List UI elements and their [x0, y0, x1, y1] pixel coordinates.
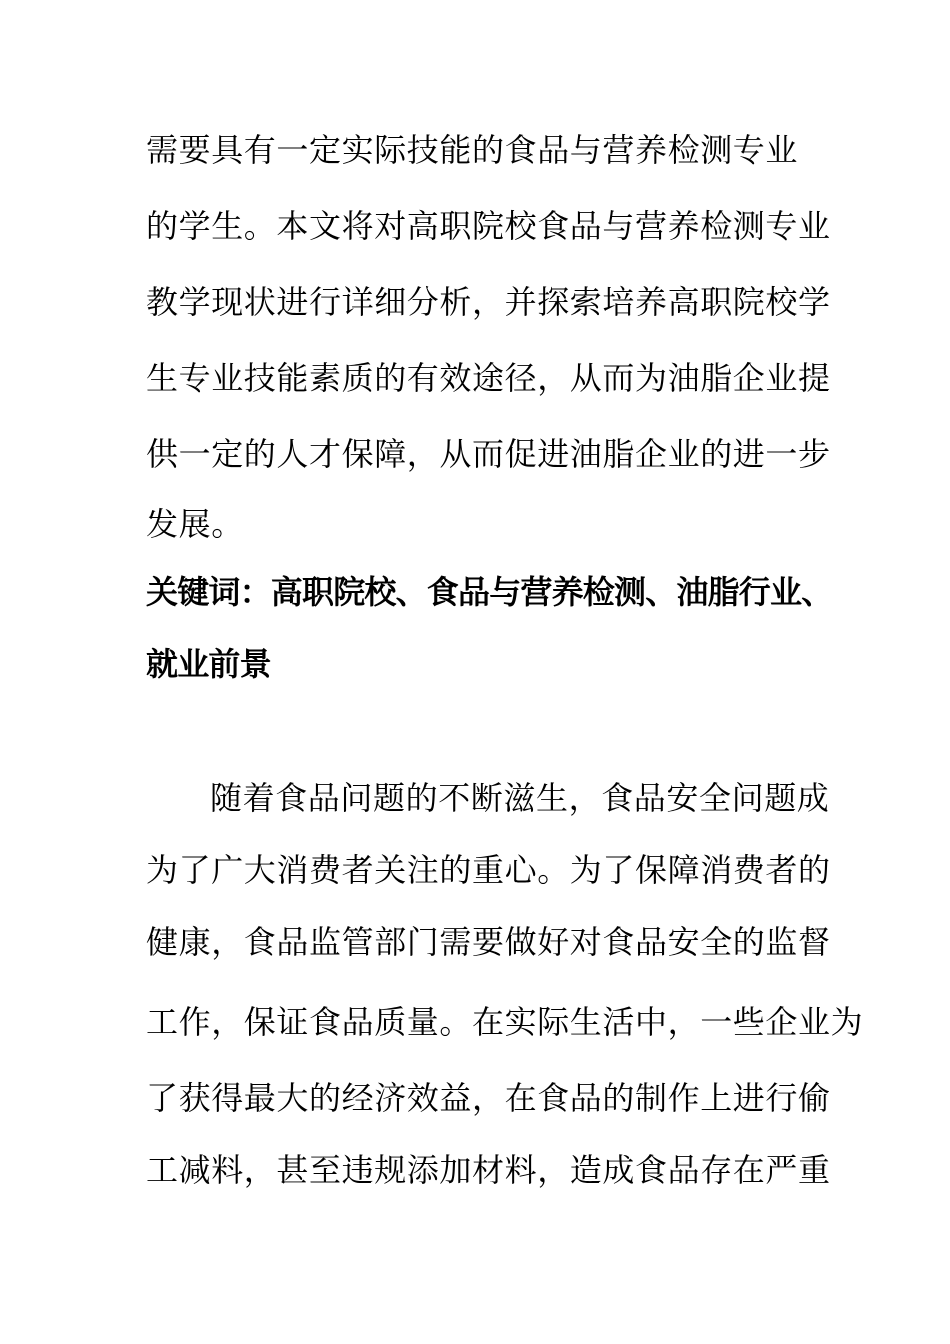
body-line: 工作，保证食品质量。在实际生活中，一些企业为 [146, 1003, 864, 1041]
abstract-line: 供一定的人才保障，从而促进油脂企业的进一步 [146, 435, 831, 473]
abstract-line: 教学现状进行详细分析，并探索培养高职院校学 [146, 283, 831, 321]
abstract-line: 的学生。本文将对高职院校食品与营养检测专业 [146, 207, 831, 245]
abstract-line: 发展。 [146, 505, 244, 543]
body-line: 了获得最大的经济效益，在食品的制作上进行偷 [146, 1079, 831, 1117]
keywords-line: 就业前景 [146, 645, 271, 683]
body-line: 工减料，甚至违规添加材料，造成食品存在严重 [146, 1151, 831, 1189]
body-line: 为了广大消费者关注的重心。为了保障消费者的 [146, 851, 831, 889]
abstract-line: 需要具有一定实际技能的食品与营养检测专业 [146, 131, 799, 169]
body-line: 健康，食品监管部门需要做好对食品安全的监督 [146, 923, 831, 961]
body-line: 随着食品问题的不断滋生，食品安全问题成 [210, 779, 830, 817]
abstract-line: 生专业技能素质的有效途径，从而为油脂企业提 [146, 359, 831, 397]
keywords-line: 关键词：高职院校、食品与营养检测、油脂行业、 [146, 573, 833, 611]
